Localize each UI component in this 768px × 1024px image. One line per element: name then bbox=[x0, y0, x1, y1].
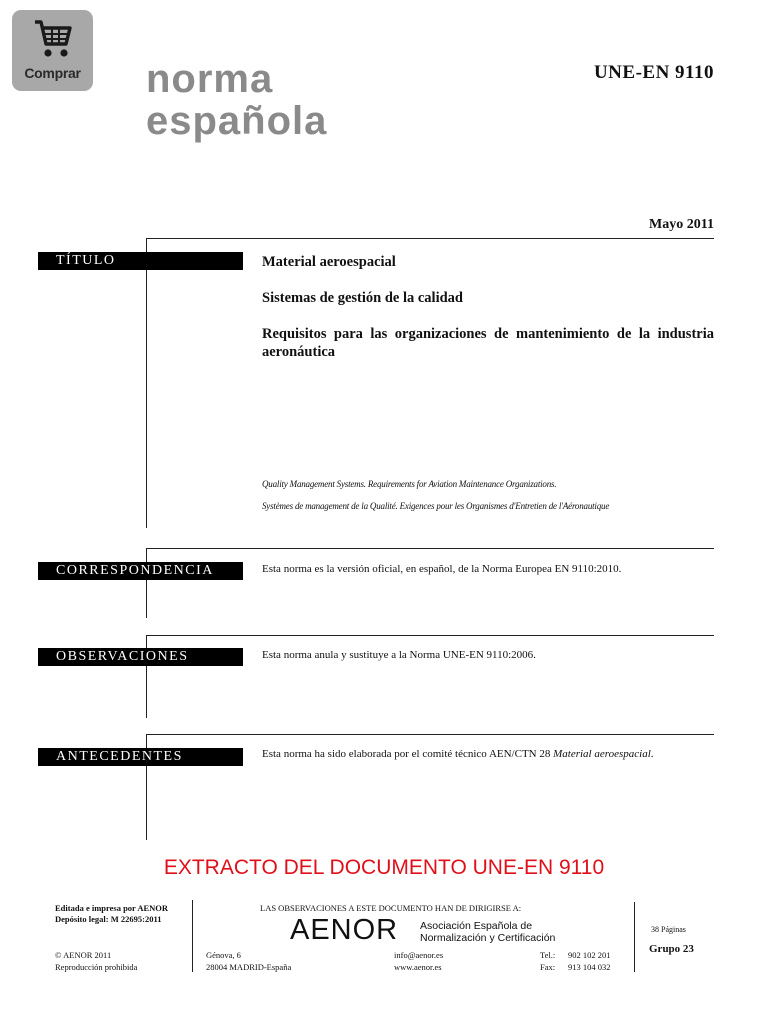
correspondencia-side-rule bbox=[146, 548, 147, 618]
french-title: Systèmes de management de la Qualité. Exigences pour les Organismes d'Entretien de l'Aéronautique bbox=[262, 501, 610, 511]
titulo-side-rule bbox=[146, 238, 147, 528]
observations-header: LAS OBSERVACIONES A ESTE DOCUMENTO HAN DE DIRIGIRSE A: bbox=[260, 903, 522, 913]
aenor-logo: AENOR bbox=[290, 914, 399, 946]
price-group: Grupo 23 bbox=[649, 943, 694, 955]
reproduction-notice: Reproducción prohibida bbox=[55, 962, 138, 972]
observaciones-text: Esta norma anula y sustituye a la Norma UNE-EN 9110:2006. bbox=[262, 649, 536, 661]
edited-by: Editada e impresa por AENOR bbox=[55, 903, 169, 913]
aenor-name-line-2: Normalización y Certificación bbox=[420, 932, 556, 944]
antecedentes-text-suffix: . bbox=[650, 748, 654, 760]
antecedentes-committee-name: Material aeroespacial bbox=[553, 748, 651, 760]
title-3: Requisitos para las organizaciones de mantenimiento de la industria aeronáutica bbox=[262, 326, 714, 360]
title-1: Material aeroespacial bbox=[262, 254, 396, 270]
antecedentes-text-prefix: Esta norma ha sido elaborada por el comité técnico AEN/CTN 28 bbox=[262, 748, 554, 760]
title-2: Sistemas de gestión de la calidad bbox=[262, 290, 463, 306]
antecedentes-top-rule bbox=[146, 734, 714, 735]
contact-website[interactable]: www.aenor.es bbox=[394, 962, 442, 972]
brand-line-1: norma bbox=[146, 57, 274, 101]
standard-code: UNE-EN 9110 bbox=[593, 62, 714, 83]
tel-label: Tel.: bbox=[540, 950, 556, 960]
fax-label: Fax: bbox=[540, 962, 556, 972]
aenor-name-line-1: Asociación Española de bbox=[420, 920, 533, 932]
brand-line-2: española bbox=[146, 99, 328, 143]
publication-date: Mayo 2011 bbox=[649, 217, 714, 232]
footer-separator-right bbox=[634, 902, 635, 972]
buy-button[interactable] bbox=[12, 10, 93, 91]
contact-email[interactable]: info@aenor.es bbox=[394, 950, 444, 960]
correspondencia-label: CORRESPONDENCIA bbox=[38, 562, 243, 580]
observaciones-top-rule bbox=[146, 635, 714, 636]
titulo-label: TÍTULO bbox=[38, 252, 243, 270]
address-city: 28004 MADRID-España bbox=[206, 962, 292, 972]
correspondencia-text: Esta norma es la versión oficial, en español, de la Norma Europea EN 9110:2010. bbox=[262, 563, 622, 575]
fax-number: 913 104 032 bbox=[568, 962, 611, 972]
correspondencia-top-rule bbox=[146, 548, 714, 549]
antecedentes-label: ANTECEDENTES bbox=[38, 748, 243, 766]
copyright: © AENOR 2011 bbox=[55, 950, 112, 960]
buy-button-label: Comprar bbox=[24, 65, 81, 81]
address-street: Génova, 6 bbox=[206, 950, 241, 960]
page-count: 38 Páginas bbox=[651, 925, 686, 934]
english-title: Quality Management Systems. Requirements for Aviation Maintenance Organizations. bbox=[262, 479, 557, 489]
brand-title bbox=[146, 58, 327, 142]
shopping-cart-icon bbox=[33, 18, 73, 60]
extract-notice: EXTRACTO DEL DOCUMENTO UNE-EN 9110 bbox=[163, 856, 605, 879]
titulo-top-rule bbox=[146, 238, 714, 239]
antecedentes-text bbox=[262, 746, 714, 762]
aenor-full-name bbox=[420, 920, 555, 944]
observaciones-label: OBSERVACIONES bbox=[38, 648, 243, 666]
legal-deposit: Depósito legal: M 22695:2011 bbox=[55, 914, 162, 924]
footer-separator-left bbox=[192, 900, 193, 972]
tel-number: 902 102 201 bbox=[568, 950, 611, 960]
